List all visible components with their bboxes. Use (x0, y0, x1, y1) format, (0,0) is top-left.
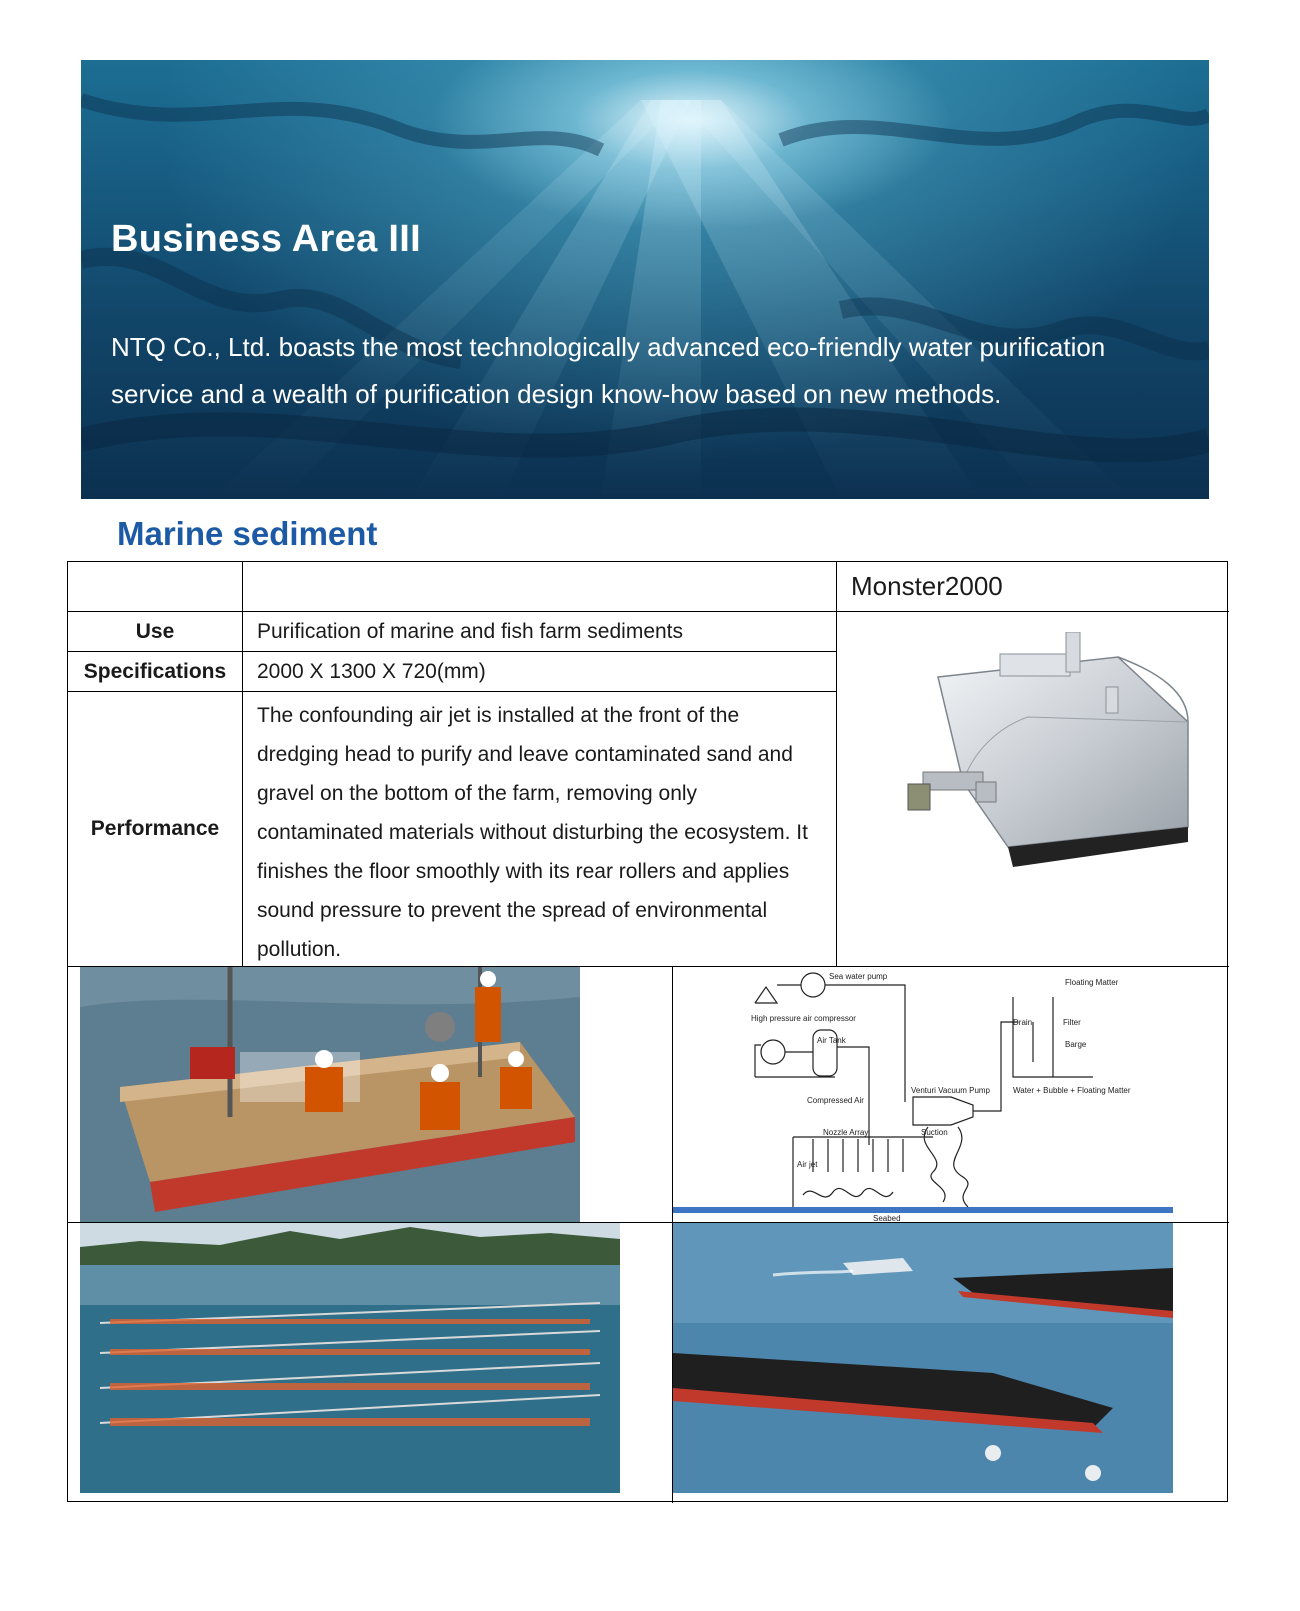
fish-farm-boat-photo (673, 1223, 1173, 1493)
banner-description: NTQ Co., Ltd. boasts the most technologically advanced eco-friendly water purification service and a wealth of purification design know-how based on new methods. (111, 332, 1106, 409)
section-title: Marine sediment (117, 515, 378, 552)
table-divider (836, 562, 837, 966)
diagram-label-venturi-pump: Venturi Vacuum Pump (911, 1086, 991, 1095)
row-label-performance: Performance (90, 817, 220, 840)
process-diagram (673, 967, 1173, 1222)
row-value-specifications: 2000 X 1300 X 720(mm) (257, 659, 486, 683)
diagram-label-compressed-air: Compressed Air (807, 1096, 864, 1105)
diagram-label-nozzle-array: Nozzle Array (823, 1128, 869, 1137)
fish-farm-photo (80, 1223, 620, 1493)
diagram-label-air-jet: Air jet (797, 1160, 818, 1169)
barge-work-photo (80, 967, 580, 1222)
diagram-label-suction: Suction (921, 1128, 948, 1137)
banner-title: Business Area III (111, 218, 421, 260)
diagram-label-drain: Drain (1013, 1018, 1033, 1027)
diagram-label-high-pressure-compressor: High pressure air compressor (751, 1014, 856, 1023)
diagram-label-sea-water-pump: Sea water pump (829, 972, 888, 981)
hero-banner (81, 60, 1209, 499)
spec-table (67, 561, 1228, 1502)
diagram-label-barge: Barge (1065, 1040, 1087, 1049)
diagram-label-floating-matter: Floating Matter (1065, 978, 1119, 987)
row-label-specifications: Specifications (83, 659, 227, 683)
model-name: Monster2000 (851, 571, 1003, 601)
underwater-light-rays (81, 60, 1209, 499)
row-label-use: Use (135, 619, 175, 643)
diagram-label-water-bubble: Water + Bubble + Floating Matter (1013, 1086, 1131, 1095)
device-photo (888, 632, 1208, 882)
diagram-label-air-tank: Air Tank (817, 1036, 846, 1045)
diagram-label-seabed: Seabed (873, 1214, 901, 1222)
row-value-use: Purification of marine and fish farm sediments (257, 619, 684, 643)
diagram-label-filter: Filter (1063, 1018, 1081, 1027)
row-value-performance: The confounding air jet is installed at the front of the dredging head to purify and leave contaminated sand and gravel on the bottom of the farm, removing only contaminated materials without disturbing the ecosystem. It finishes the floor smoothly with its rear rollers and applies sound pressure to prevent the spread of environmental pollution. (257, 704, 808, 961)
